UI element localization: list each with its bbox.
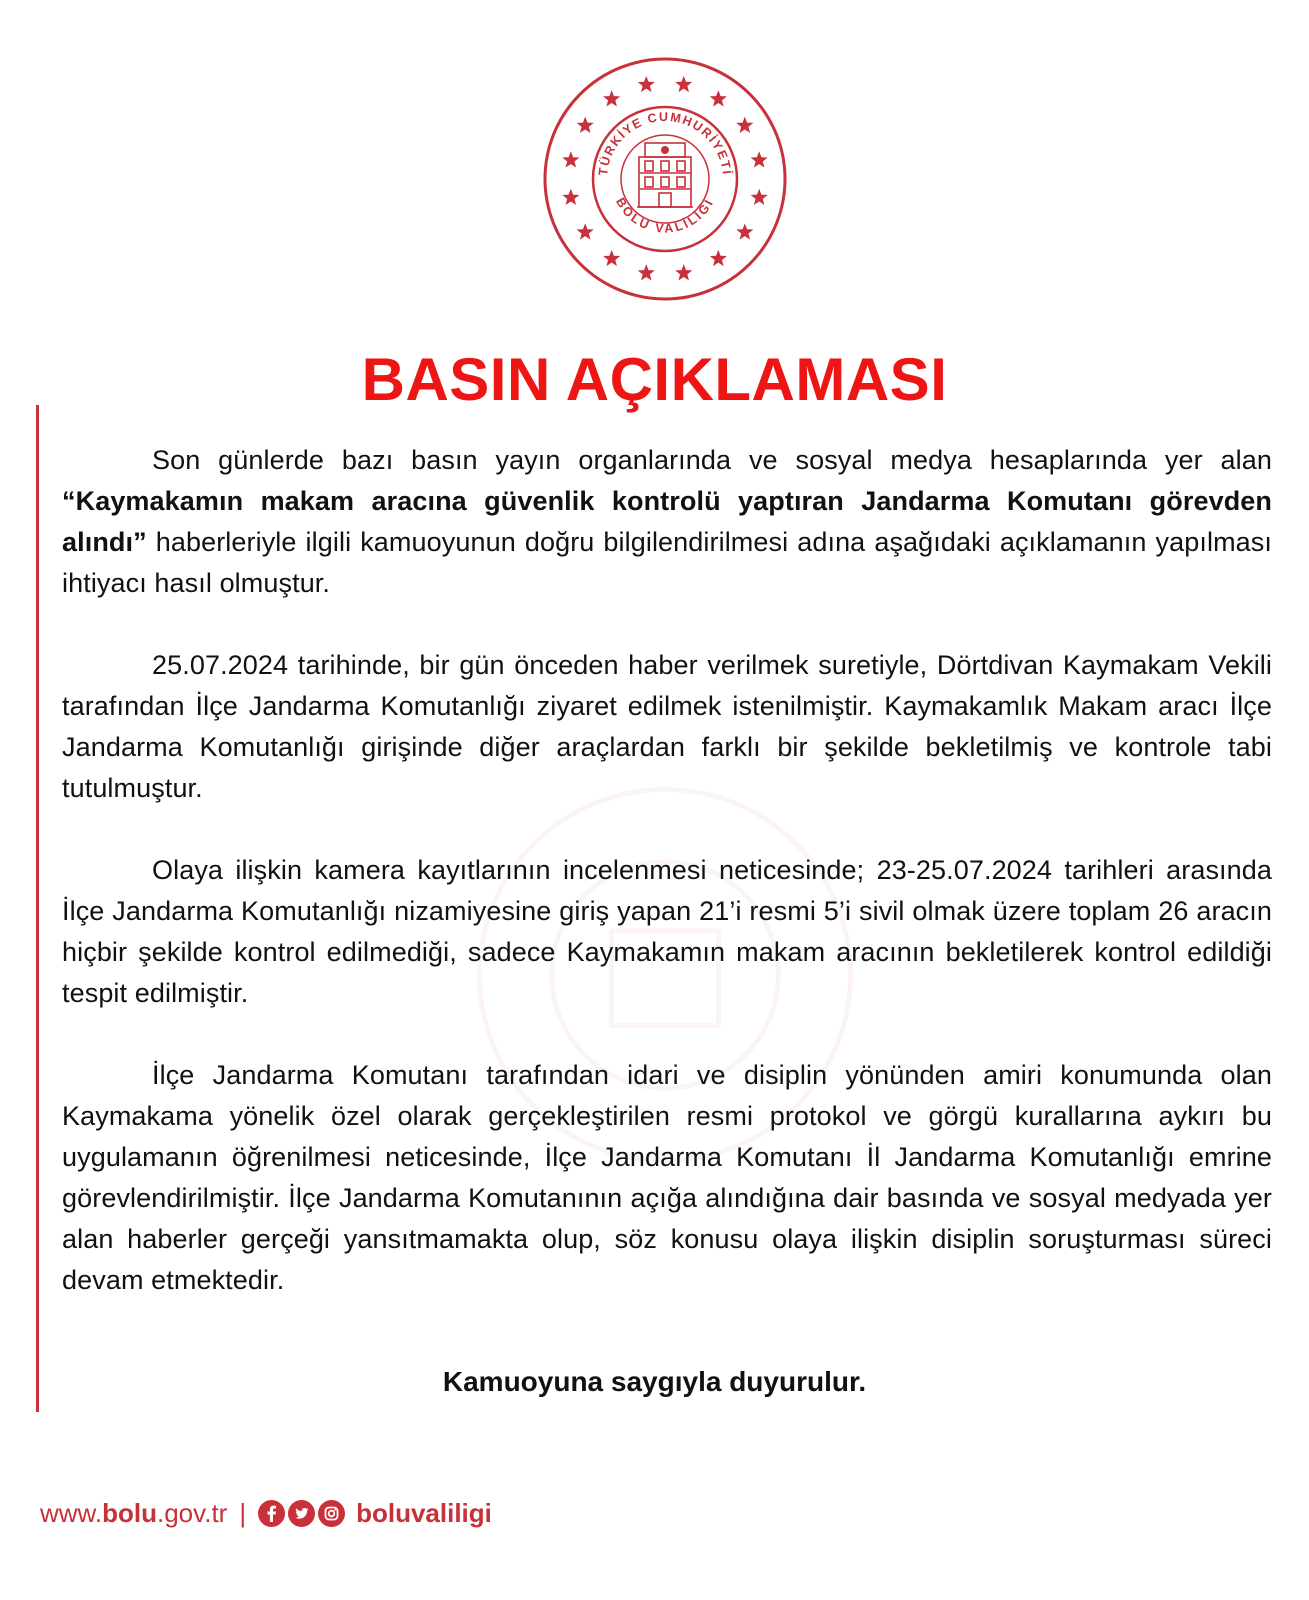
instagram-icon[interactable] <box>318 1500 345 1527</box>
seal-star-icon <box>751 189 768 205</box>
website-link[interactable]: www.bolu.gov.tr <box>40 1497 228 1528</box>
seal-star-icon <box>577 117 594 133</box>
seal-star-icon <box>603 250 620 266</box>
seal-star-icon <box>751 151 768 167</box>
seal-star-icon <box>710 90 727 106</box>
paragraph-1: Son günlerde bazı basın yayın organlarında ve sosyal medya hesaplarında yer alan “Kaymakamın makam aracına güvenlik kontrolü yaptıran Jandarma Komutanı görevden alındı” haberleriyle ilgili kamuoyunun doğru bilgilendirilmesi adına aşağıdaki açıklamanın yapılması ihtiyacı hasıl olmuştur. <box>62 445 1272 598</box>
seal-star-icon <box>675 264 692 280</box>
bolu-valiligi-seal-logo <box>541 55 789 303</box>
social-handle[interactable]: boluvaliligi <box>356 1497 492 1528</box>
paragraph-3: Olaya ilişkin kamera kayıtlarının incelenmesi neticesinde; 23-25.07.2024 tarihleri arasında İlçe Jandarma Komutanlığı nizamiyesine giriş yapan 21’i resmi 5’i sivil olmak üzere toplam 26 aracın hiçbir şekilde kontrol edilmediği, sadece Kaymakamın makam aracının bekletilerek kontrol edildiği tespit edilmiştir. <box>62 855 1272 1008</box>
seal-star-icon <box>675 76 692 92</box>
statement-body <box>62 440 1272 1342</box>
seal-star-icon <box>577 223 594 239</box>
seal-star-icon <box>562 189 579 205</box>
svg-text:BOLU VALİLİĞİ: BOLU VALİLİĞİ <box>612 195 717 236</box>
svg-text:TÜRKİYE CUMHURİYETİ: TÜRKİYE CUMHURİYETİ <box>595 109 734 177</box>
paragraph-2: 25.07.2024 tarihinde, bir gün önceden haber verilmek suretiyle, Dörtdivan Kaymakam Vekili tarafından İlçe Jandarma Komutanlığı ziyaret edilmek istenilmiştir. Kaymakamlık Makam aracı İlçe Jandarma Komutanlığı girişinde diğer araçlardan farklı bir şekilde bekletilmiş ve kontrole tabi tutulmuştur. <box>62 650 1272 803</box>
seal-star-icon <box>603 90 620 106</box>
seal-star-icon <box>638 264 655 280</box>
seal-star-icon <box>562 151 579 167</box>
facebook-icon[interactable] <box>258 1500 285 1527</box>
seal-star-icon <box>736 117 753 133</box>
seal-star-icon <box>638 76 655 92</box>
closing-statement: Kamuoyuna saygıyla duyurulur. <box>442 1366 867 1397</box>
page-title: BASIN AÇIKLAMASI <box>361 346 948 413</box>
twitter-icon[interactable] <box>288 1500 315 1527</box>
left-margin-rule <box>36 405 39 1412</box>
quoted-headline: “Kaymakamın makam aracına güvenlik kontrolü yaptıran Jandarma Komutanı görevden alındı” <box>62 486 1272 557</box>
seal-star-icon <box>710 250 727 266</box>
paragraph-4: İlçe Jandarma Komutanı tarafından idari ve disiplin yönünden amiri konumunda olan Kaymakama yönelik özel olarak gerçekleştirilen resmi protokol ve görgü kurallarına aykırı bu uygulamanın öğrenilmesi neticesinde, İlçe Jandarma Komutanı İl Jandarma Komutanlığı emrine görevlendirilmiştir. İlçe Jandarma Komutanının açığa alındığına dair basında ve sosyal medyada yer alan haberler gerçeği yansıtmamakta olup, söz konusu olaya ilişkin disiplin soruşturması süreci devam etmektedir. <box>62 1060 1272 1295</box>
footer-separator: | <box>239 1497 247 1528</box>
seal-star-icon <box>736 223 753 239</box>
footer <box>40 1493 492 1533</box>
